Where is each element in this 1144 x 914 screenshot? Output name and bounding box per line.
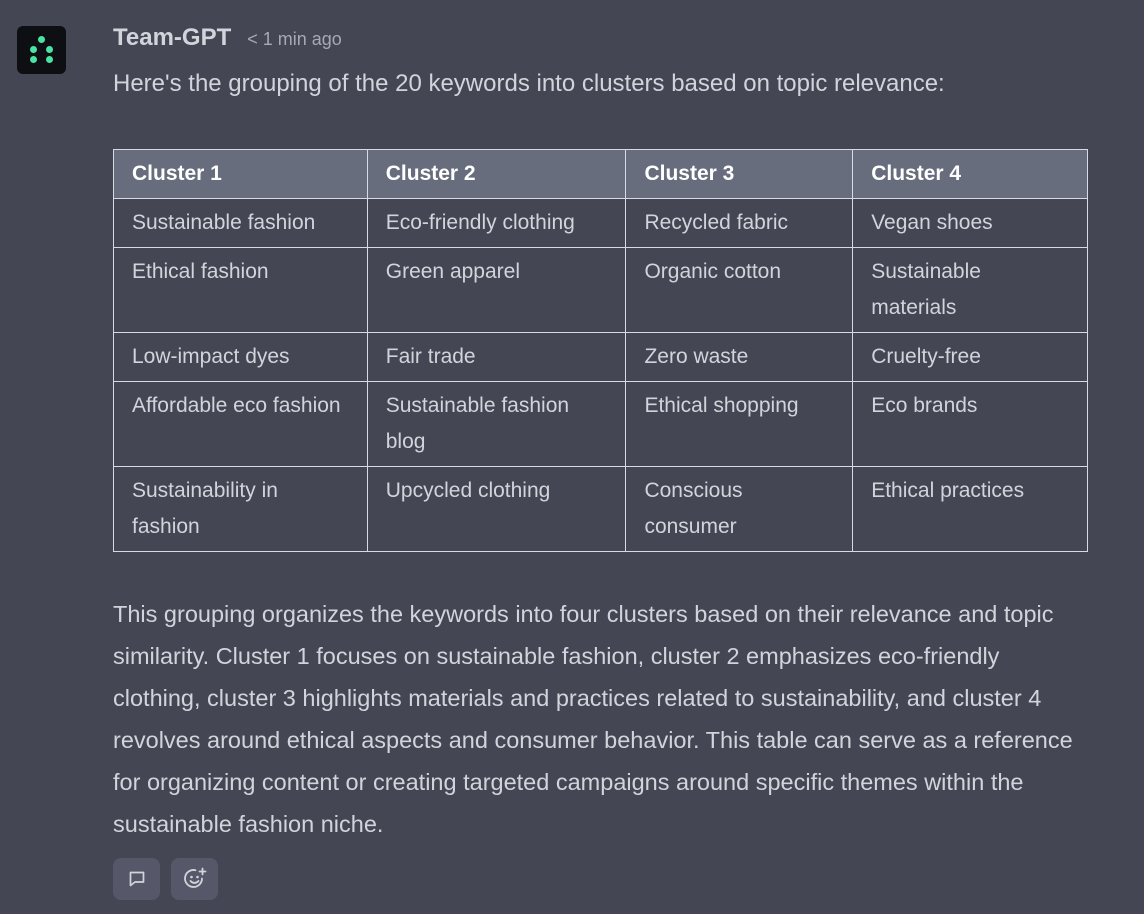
table-row (114, 248, 1088, 333)
column-header: Cluster 1 (114, 150, 368, 199)
table-cell: Recycled fabric (626, 199, 853, 248)
table-cell: Sustainable fashion blog (367, 382, 626, 467)
summary-text: This grouping organizes the keywords into four clusters based on their relevance and topic similarity. Cluster 1 focuses on sustainable fashion, cluster 2 emphasizes eco-friendly clothing, cluster 3 highlights materials and practices related to sustainability, and cluster 4 revolves around ethical aspects and consumer behavior. This table can serve as a reference for organizing content or creating targeted campaigns around specific themes within the sustainable fashion niche. (113, 601, 1073, 837)
column-header: Cluster 4 (853, 150, 1088, 199)
table-cell: Upcycled clothing (367, 467, 626, 552)
table-cell: Affordable eco fashion (114, 382, 368, 467)
table-row (114, 467, 1088, 552)
message-actions (113, 858, 218, 900)
column-header: Cluster 3 (626, 150, 853, 199)
comment-button[interactable] (113, 858, 160, 900)
message-header (113, 24, 342, 52)
table-cell: Sustainable materials (853, 248, 1088, 333)
column-header: Cluster 2 (367, 150, 626, 199)
team-gpt-logo-icon (17, 26, 66, 74)
table-cell: Cruelty-free (853, 333, 1088, 382)
intro-text: Here's the grouping of the 20 keywords into clusters based on topic relevance: (113, 70, 945, 97)
author-name: Team-GPT (113, 24, 232, 51)
table-cell: Zero waste (626, 333, 853, 382)
table-cell: Vegan shoes (853, 199, 1088, 248)
comment-icon (127, 869, 147, 889)
table-cell: Ethical shopping (626, 382, 853, 467)
table-cell: Green apparel (367, 248, 626, 333)
table-cell: Conscious consumer (626, 467, 853, 552)
clusters-table (113, 149, 1088, 552)
table-cell: Eco-friendly clothing (367, 199, 626, 248)
table-cell: Eco brands (853, 382, 1088, 467)
add-reaction-button[interactable] (171, 858, 218, 900)
table-header-row (114, 150, 1088, 199)
table-cell: Organic cotton (626, 248, 853, 333)
add-reaction-icon (182, 866, 208, 892)
message-timestamp: < 1 min ago (247, 29, 342, 49)
table-row (114, 333, 1088, 382)
table-row (114, 199, 1088, 248)
table-cell: Ethical practices (853, 467, 1088, 552)
table-cell: Sustainable fashion (114, 199, 368, 248)
table-cell: Low-impact dyes (114, 333, 368, 382)
table-cell: Sustainability in fashion (114, 467, 368, 552)
table-row (114, 382, 1088, 467)
table-cell: Fair trade (367, 333, 626, 382)
table-cell: Ethical fashion (114, 248, 368, 333)
